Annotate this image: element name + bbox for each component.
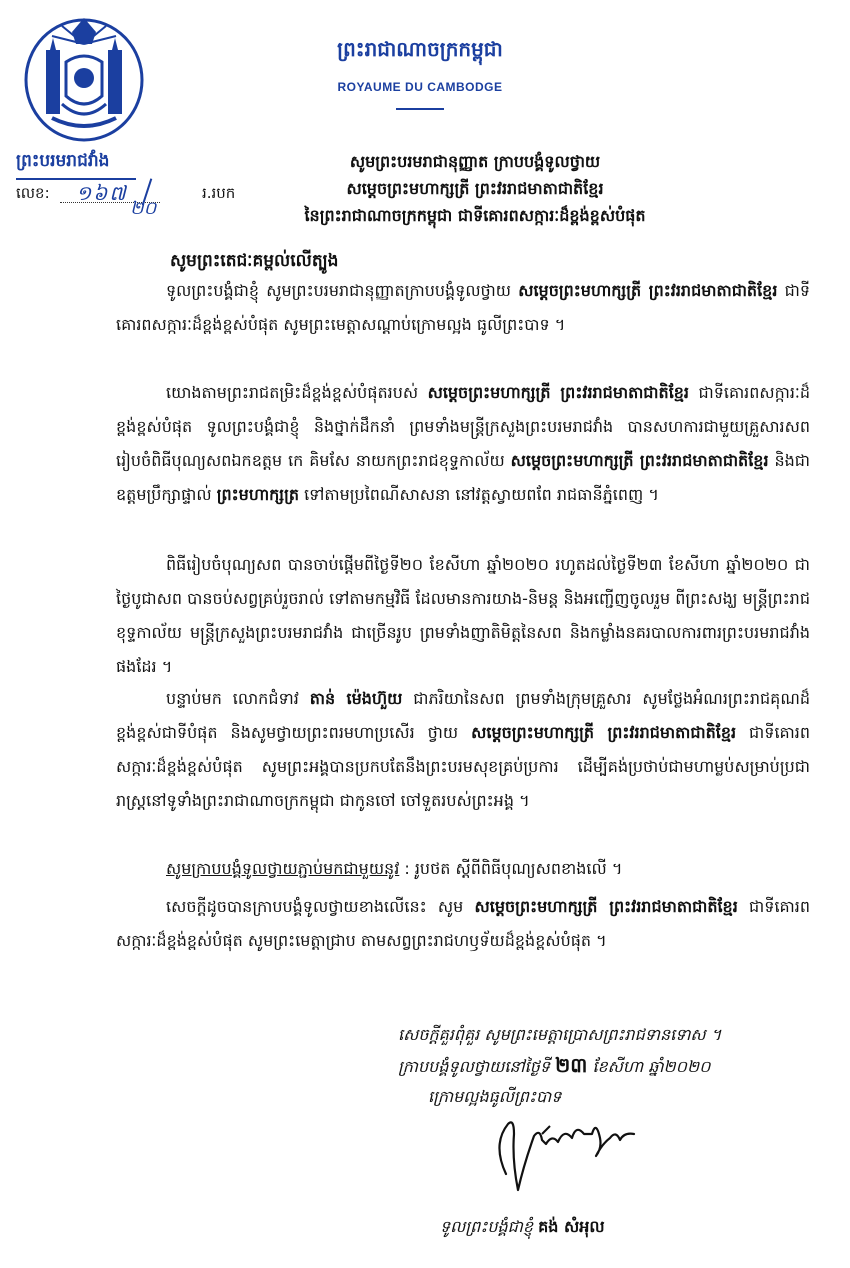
reference-handwritten-year: ២០ bbox=[130, 198, 157, 219]
reference-suffix: រ.របក bbox=[202, 184, 236, 202]
signer-name: គង់ សំអុល bbox=[538, 1217, 605, 1236]
p2-text-e: និងជាឧត្តមប្រឹក្សាផ្ទាល់ bbox=[116, 451, 810, 504]
p2-bold-king: ព្រះមហាក្សត្រ bbox=[216, 485, 299, 504]
signer-prefix: ទូលព្រះបង្គំជាខ្ញុំ bbox=[440, 1217, 539, 1236]
p4-bold-title: សម្តេចព្រះមហាក្សត្រី ព្រះវររាជមាតាជាតិខ្មែរ bbox=[471, 723, 737, 742]
p5-text-b: : រូបថត ស្តីពីពិធីបុណ្យសពខាងលើ ។ bbox=[399, 859, 623, 878]
kingdom-name-khmer: ព្រះរាជាណាចក្រកម្ពុជា bbox=[337, 37, 503, 61]
p6-bold-title: សម្តេចព្រះមហាក្សត្រី ព្រះវររាជមាតាជាតិខ្មែរ bbox=[474, 897, 738, 916]
letter-title bbox=[260, 148, 690, 229]
title-line-3: នៃព្រះរាជាណាចក្រកម្ពុជា ជាទីគោរពសក្ការៈដ៏ខ្ពង់ខ្ពស់បំផុត bbox=[304, 206, 646, 225]
paragraph-4 bbox=[116, 682, 810, 818]
closing-date-suffix: ខែសីហា ឆ្នាំ២០២០ bbox=[587, 1057, 711, 1076]
handwritten-signature bbox=[484, 1104, 684, 1194]
p4-bold-name: តាន់ ម៉េងហ៊ួយ bbox=[309, 689, 403, 708]
kingdom-name-french: ROYAUME DU CAMBODGE bbox=[337, 80, 503, 94]
royal-coat-of-arms-emblem bbox=[22, 14, 146, 142]
p4-text-e: ជាទីគោរពសក្ការៈដ៏ខ្ពង់ខ្ពស់បំផុត សូមព្រះអង្គបានប្រកបតែនឹងព្រះបរមសុខគ្រប់ប្រការ ដើម្បីគង់ប្រថាប់ជាមហាម្លប់សម្រាប់ប្រជារាស្ត្រនៅទូទាំងព្រះរាជាណាចក្រកម្ពុជា ជាកូនចៅ ចៅទួតរបស់ព្រះអង្គ ។ bbox=[116, 723, 810, 810]
p4-text-a: បន្ទាប់មក លោកជំទាវ bbox=[166, 689, 310, 708]
p2-bold-title-1: សម្តេចព្រះមហាក្សត្រី ព្រះវររាជមាតាជាតិខ្មែរ bbox=[427, 383, 690, 402]
paragraph-5 bbox=[116, 852, 810, 886]
signer-line bbox=[440, 1216, 605, 1240]
title-line-2: សម្តេចព្រះមហាក្សត្រី ព្រះវររាជមាតាជាតិខ្មែរ bbox=[346, 179, 604, 198]
p3-text: ពិធីរៀបចំបុណ្យសព បានចាប់ផ្តើមពីថ្ងៃទី២០ ខែសីហា ឆ្នាំ២០២០ រហូតដល់ថ្ងៃទី២៣ ខែសីហា ឆ្នាំ២០២០ ជាថ្ងៃបូជាសព បានចប់សព្វគ្រប់រួចរាល់ ទៅតាមកម្មវិធី ដែលមានការយាង-និមន្ត និងអញ្ជើញចូលរួម ពីព្រះសង្ឃ មន្ត្រីព្រះរាជខុទ្ទកាល័យ មន្ត្រីក្រសួងព្រះបរមរាជវាំង ជាច្រើនរូប ព្រមទាំងញាតិមិត្តនៃសព និងកម្លាំងនគរបាលការពារព្រះបរមរាជវាំងផងដែរ ។ bbox=[116, 555, 810, 676]
p2-text-c: ជាទីគោរពសក្ការៈដ៏ខ្ពង់ខ្ពស់បំផុត ទូលព្រះបង្គំជាខ្ញុំ និងថ្នាក់ដឹកនាំ ព្រមទាំងមន្ត្រីក្រសួងព្រះបរមរាជវាំង បានសហការជាមួយគ្រួសារសព រៀបចំពិធីបុណ្យសពឯកឧត្តម កេ គិមសែ នាយកព្រះរាជខុទ្ទកាល័យ bbox=[116, 383, 810, 470]
p1-bold-title: សម្តេចព្រះមហាក្សត្រី ព្រះវររាជមាតាជាតិខ្មែរ bbox=[518, 281, 778, 300]
issuing-office: ព្រះបរមរាជវាំង bbox=[16, 151, 110, 171]
closing-line-3: ក្រោមល្អងធូលីព្រះបាទ bbox=[428, 1087, 562, 1106]
p1-text-c: ជាទីគោរពសក្ការៈដ៏ខ្ពង់ខ្ពស់បំផុត សូមព្រះមេត្តាសណ្តាប់ក្រោមល្អង ធូលីព្រះបាទ ។ bbox=[116, 281, 810, 334]
paragraph-1 bbox=[116, 274, 810, 342]
p2-text-a: យោងតាមព្រះរាជតម្រិះដ៏ខ្ពង់ខ្ពស់បំផុតរបស់ bbox=[166, 383, 428, 402]
p2-text-g: ទៅតាមប្រពៃណីសាសនា នៅវត្តស្វាយពពែ រាជធានីភ្នំពេញ ។ bbox=[298, 485, 659, 504]
reference-handwritten-number: ១៦៧ bbox=[76, 181, 128, 205]
p6-text-c: ជាទីគោរពសក្ការៈដ៏ខ្ពង់ខ្ពស់បំផុត សូមព្រះមេត្តាជ្រាប តាមសព្វព្រះរាជហឫទ័យដ៏ខ្ពង់ខ្ពស់បំផុត ។ bbox=[116, 897, 810, 950]
reference-number bbox=[16, 181, 236, 219]
paragraph-6 bbox=[116, 890, 810, 958]
salutation: សូមព្រះតេជៈគម្ពល់លើត្បូង bbox=[170, 251, 339, 271]
closing-date-prefix: ក្រាបបង្គំទូលថ្វាយនៅថ្ងៃទី bbox=[398, 1057, 556, 1076]
title-line-1: សូមព្រះបរមរាជានុញ្ញាត ក្រាបបង្គំទូលថ្វាយ bbox=[349, 152, 601, 171]
closing-date-day: ២៣ bbox=[555, 1053, 588, 1077]
header-divider bbox=[396, 108, 444, 110]
closing-block bbox=[398, 1020, 838, 1112]
paragraph-2 bbox=[116, 376, 810, 512]
p1-text-a: ទូលព្រះបង្គំជាខ្ញុំ សូមព្រះបរមរាជានុញ្ញាតក្រាបបង្គំទូលថ្វាយ bbox=[166, 281, 519, 300]
closing-line-2 bbox=[398, 1050, 838, 1082]
p4-text-c: ជាភរិយានៃសព ព្រមទាំងក្រុមគ្រួសារ សូមថ្លែងអំណរព្រះរាជគុណដ៏ខ្ពង់ខ្ពស់ជាទីបំផុត និងសូមថ្វាយព្រះពរមហាប្រសើរ ថ្វាយ bbox=[116, 689, 811, 742]
p6-text-a: សេចក្តីដូចបានក្រាបបង្គំទូលថ្វាយខាងលើនេះ សូម bbox=[166, 897, 475, 916]
paragraph-3 bbox=[116, 548, 810, 684]
p5-attachment-label: សូមក្រាបបង្គំទូលថ្វាយភ្ជាប់មកជាមួយនូវ bbox=[166, 859, 400, 878]
closing-line-1: សេចក្តីគួរពុំគួរ សូមព្រះមេត្តាប្រោសព្រះរាជទានទោស ។ bbox=[398, 1025, 722, 1044]
reference-label: លេខ: bbox=[16, 184, 50, 202]
p2-bold-title-2: សម្តេចព្រះមហាក្សត្រី ព្រះវររាជមាតាជាតិខ្មែរ bbox=[510, 451, 769, 470]
